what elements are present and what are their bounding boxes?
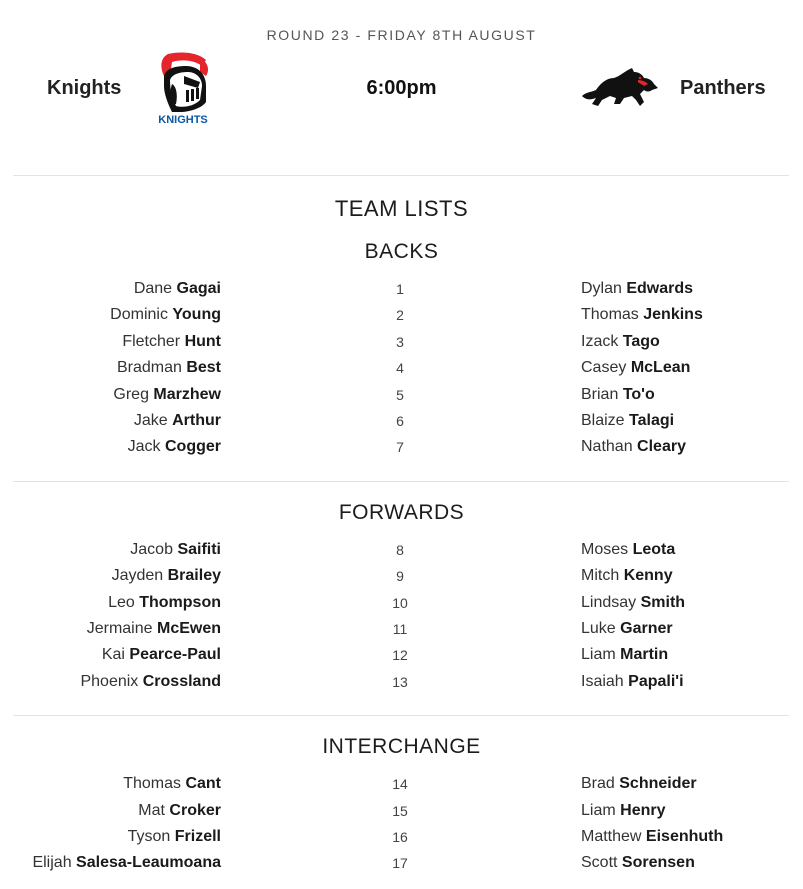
table-row xyxy=(0,854,803,876)
home-player[interactable] xyxy=(128,438,221,456)
home-player[interactable] xyxy=(122,333,221,351)
jersey-number: 14 xyxy=(392,776,408,792)
away-player[interactable] xyxy=(581,594,685,612)
home-player[interactable] xyxy=(110,306,221,324)
away-player[interactable] xyxy=(581,828,723,846)
away-player[interactable] xyxy=(581,567,673,585)
player-first-name: Phoenix xyxy=(80,673,139,690)
player-first-name: Brian xyxy=(581,386,619,403)
away-player[interactable] xyxy=(581,306,703,324)
player-first-name: Lindsay xyxy=(581,594,637,611)
player-last-name: Salesa-Leaumoana xyxy=(76,854,221,871)
player-first-name: Matthew xyxy=(581,828,642,845)
player-last-name: Crossland xyxy=(142,673,221,690)
away-player[interactable] xyxy=(581,412,674,430)
player-first-name: Thomas xyxy=(123,775,181,792)
away-player[interactable] xyxy=(581,359,690,377)
home-player[interactable] xyxy=(117,359,221,377)
player-first-name: Liam xyxy=(581,802,616,819)
away-player[interactable] xyxy=(581,386,655,404)
player-first-name: Izack xyxy=(581,333,619,350)
player-first-name: Thomas xyxy=(581,306,639,323)
away-player[interactable] xyxy=(581,438,686,456)
jersey-number: 6 xyxy=(396,413,404,429)
away-team-name[interactable]: Panthers xyxy=(680,77,766,99)
player-last-name: Hunt xyxy=(184,333,221,350)
player-last-name: Brailey xyxy=(167,567,221,584)
player-last-name: Thompson xyxy=(139,594,221,611)
home-player[interactable] xyxy=(134,280,221,298)
table-row xyxy=(0,775,803,797)
jersey-number: 1 xyxy=(396,281,404,297)
table-row xyxy=(0,594,803,616)
player-last-name: Marzhew xyxy=(153,386,221,403)
jersey-number: 11 xyxy=(392,621,408,637)
player-last-name: McEwen xyxy=(156,620,221,637)
round-date-label: ROUND 23 - FRIDAY 8TH AUGUST xyxy=(266,27,537,43)
home-player[interactable] xyxy=(123,775,221,793)
player-first-name: Scott xyxy=(581,854,618,871)
player-first-name: Luke xyxy=(581,620,616,637)
home-player[interactable] xyxy=(128,828,221,846)
home-team-name[interactable]: Knights xyxy=(47,77,122,99)
jersey-number: 3 xyxy=(396,334,404,350)
player-first-name: Dane xyxy=(133,280,173,297)
player-last-name: Jenkins xyxy=(643,306,703,323)
player-first-name: Moses xyxy=(581,541,629,558)
player-first-name: Blaize xyxy=(581,412,625,429)
player-last-name: Garner xyxy=(620,620,673,637)
table-row xyxy=(0,620,803,642)
player-last-name: To'o xyxy=(622,386,655,403)
home-player[interactable] xyxy=(130,541,221,559)
table-row xyxy=(0,828,803,850)
player-last-name: Talagi xyxy=(629,412,675,429)
player-last-name: Arthur xyxy=(172,412,221,429)
home-player[interactable] xyxy=(108,594,221,612)
table-row xyxy=(0,386,803,408)
player-last-name: Young xyxy=(172,306,221,323)
jersey-number: 9 xyxy=(396,568,404,584)
table-row xyxy=(0,541,803,563)
player-first-name: Bradman xyxy=(116,359,182,376)
player-first-name: Jermaine xyxy=(86,620,153,637)
player-first-name: Tyson xyxy=(127,828,171,845)
player-last-name: Henry xyxy=(620,802,666,819)
player-first-name: Mat xyxy=(138,802,165,819)
home-player[interactable] xyxy=(113,386,221,404)
section-heading-interchange: INTERCHANGE xyxy=(322,735,481,758)
player-last-name: Croker xyxy=(169,802,221,819)
jersey-number: 5 xyxy=(396,387,404,403)
away-player[interactable] xyxy=(581,333,660,351)
section-heading-backs: BACKS xyxy=(364,240,439,263)
table-row xyxy=(0,438,803,460)
player-last-name: Gagai xyxy=(176,280,221,297)
player-first-name: Kai xyxy=(101,646,125,663)
player-first-name: Casey xyxy=(581,359,627,376)
jersey-number: 13 xyxy=(392,674,408,690)
player-last-name: Cogger xyxy=(165,438,221,455)
player-last-name: Pearce-Paul xyxy=(129,646,221,663)
jersey-number: 4 xyxy=(396,360,404,376)
home-player[interactable] xyxy=(138,802,221,820)
table-row xyxy=(0,280,803,302)
table-row xyxy=(0,359,803,381)
away-player[interactable] xyxy=(581,802,666,820)
player-last-name: Papali'i xyxy=(628,673,684,690)
home-player[interactable] xyxy=(32,854,221,872)
player-first-name: Isaiah xyxy=(581,673,624,690)
player-last-name: Tago xyxy=(622,333,660,350)
table-row xyxy=(0,802,803,824)
away-player[interactable] xyxy=(581,280,693,298)
panthers-logo-icon[interactable] xyxy=(580,66,660,108)
jersey-number: 2 xyxy=(396,307,404,323)
table-row xyxy=(0,306,803,328)
player-last-name: Leota xyxy=(632,541,676,558)
jersey-number: 10 xyxy=(392,595,408,611)
jersey-number: 16 xyxy=(392,829,408,845)
divider xyxy=(13,175,789,176)
home-player[interactable] xyxy=(112,567,221,585)
player-first-name: Elijah xyxy=(32,854,72,871)
knights-logo-text: KNIGHTS xyxy=(158,114,208,126)
home-player[interactable] xyxy=(87,620,221,638)
player-last-name: Frizell xyxy=(174,828,221,845)
table-row xyxy=(0,567,803,589)
player-last-name: Cleary xyxy=(637,438,686,455)
player-first-name: Jacob xyxy=(130,541,173,558)
player-first-name: Dominic xyxy=(110,306,168,323)
away-player[interactable] xyxy=(581,673,684,691)
divider xyxy=(13,715,789,716)
divider xyxy=(13,481,789,482)
away-player[interactable] xyxy=(581,620,673,638)
away-player[interactable] xyxy=(581,854,695,872)
player-last-name: Martin xyxy=(620,646,669,663)
player-first-name: Jake xyxy=(133,412,168,429)
player-first-name: Nathan xyxy=(581,438,633,455)
player-last-name: Schneider xyxy=(619,775,697,792)
player-last-name: Kenny xyxy=(623,567,673,584)
jersey-number: 8 xyxy=(396,542,404,558)
player-last-name: Saifiti xyxy=(177,541,221,558)
player-last-name: McLean xyxy=(630,359,691,376)
table-row xyxy=(0,646,803,668)
home-player[interactable] xyxy=(134,412,221,430)
table-row xyxy=(0,673,803,695)
jersey-number: 15 xyxy=(392,803,408,819)
jersey-number: 17 xyxy=(392,855,408,871)
player-first-name: Dylan xyxy=(581,280,622,297)
player-last-name: Smith xyxy=(640,594,686,611)
player-first-name: Liam xyxy=(581,646,616,663)
jersey-number: 7 xyxy=(396,439,404,455)
player-last-name: Edwards xyxy=(626,280,694,297)
table-row xyxy=(0,333,803,355)
jersey-number: 12 xyxy=(392,647,408,663)
player-last-name: Eisenhuth xyxy=(645,828,724,845)
away-player[interactable] xyxy=(581,775,697,793)
kickoff-time: 6:00pm xyxy=(366,77,437,99)
player-first-name: Leo xyxy=(108,594,135,611)
home-player[interactable] xyxy=(102,646,221,664)
team-lists-title: TEAM LISTS xyxy=(334,196,469,221)
away-player[interactable] xyxy=(581,646,668,664)
away-player[interactable] xyxy=(581,541,675,559)
player-last-name: Best xyxy=(186,359,221,376)
player-last-name: Sorensen xyxy=(621,854,695,871)
player-first-name: Brad xyxy=(581,775,615,792)
home-player[interactable] xyxy=(80,673,221,691)
section-heading-forwards: FORWARDS xyxy=(338,501,465,524)
player-first-name: Jack xyxy=(127,438,161,455)
player-first-name: Mitch xyxy=(581,567,620,584)
player-first-name: Jayden xyxy=(111,567,164,584)
player-last-name: Cant xyxy=(185,775,221,792)
table-row xyxy=(0,412,803,434)
player-first-name: Fletcher xyxy=(122,333,181,350)
player-first-name: Greg xyxy=(113,386,149,403)
